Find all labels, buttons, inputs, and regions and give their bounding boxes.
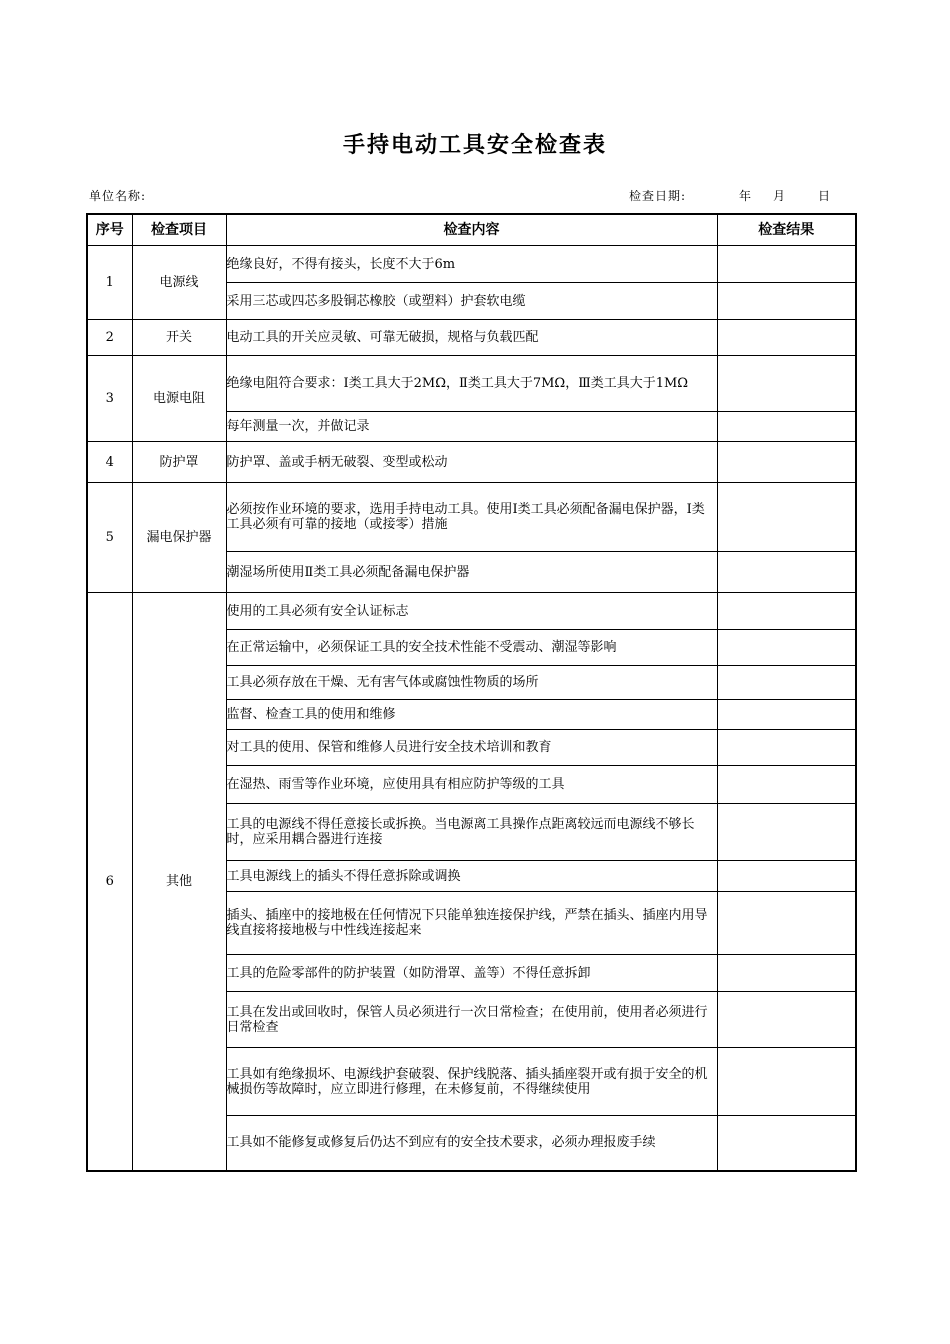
check-content: 采用三芯或四芯多股铜芯橡胶（或塑料）护套软电缆 xyxy=(226,283,717,320)
check-result-cell[interactable] xyxy=(717,892,856,955)
unit-name-label: 单位名称: xyxy=(89,189,147,203)
check-result-cell[interactable] xyxy=(717,666,856,700)
check-content: 工具必须存放在干燥、无有害气体或腐蚀性物质的场所 xyxy=(226,666,717,700)
check-item: 漏电保护器 xyxy=(132,483,226,593)
check-content: 在湿热、雨雪等作业环境，应使用具有相应防护等级的工具 xyxy=(226,766,717,804)
table-row xyxy=(87,483,856,552)
header-result: 检查结果 xyxy=(717,214,856,246)
row-number: 1 xyxy=(87,246,132,320)
inspection-table xyxy=(86,213,857,1172)
table-row xyxy=(87,442,856,483)
header-item: 检查项目 xyxy=(132,214,226,246)
check-result-cell[interactable] xyxy=(717,804,856,861)
check-result-cell[interactable] xyxy=(717,320,856,356)
check-item: 电源电阻 xyxy=(132,356,226,442)
row-number: 4 xyxy=(87,442,132,483)
inspection-date-label: 检查日期: xyxy=(629,189,687,203)
check-content: 潮湿场所使用Ⅱ类工具必须配备漏电保护器 xyxy=(226,552,717,593)
table-body xyxy=(87,246,856,1171)
table-row xyxy=(87,593,856,630)
check-result-cell[interactable] xyxy=(717,442,856,483)
check-result-cell[interactable] xyxy=(717,992,856,1048)
check-content: 在正常运输中，必须保证工具的安全技术性能不受震动、潮湿等影响 xyxy=(226,630,717,666)
table-header-row xyxy=(87,214,856,246)
row-number: 5 xyxy=(87,483,132,593)
check-content: 工具的危险零部件的防护装置（如防滑罩、盖等）不得任意拆卸 xyxy=(226,955,717,992)
check-result-cell[interactable] xyxy=(717,700,856,730)
check-content: 工具如有绝缘损坏、电源线护套破裂、保护线脱落、插头插座裂开或有损于安全的机械损伤等故障时，应立即进行修理，在未修复前，不得继续使用 xyxy=(226,1048,717,1116)
year-label: 年 xyxy=(739,189,753,203)
day-label: 日 xyxy=(818,189,832,203)
check-item: 电源线 xyxy=(132,246,226,320)
check-content: 每年测量一次，并做记录 xyxy=(226,412,717,442)
check-result-cell[interactable] xyxy=(717,1048,856,1116)
check-result-cell[interactable] xyxy=(717,861,856,892)
check-result-cell[interactable] xyxy=(717,593,856,630)
table-row xyxy=(87,246,856,283)
page-title: 手持电动工具安全检查表 xyxy=(342,132,607,158)
row-number: 6 xyxy=(87,593,132,1171)
check-content: 绝缘良好，不得有接头，长度不大于6m xyxy=(226,246,717,283)
check-result-cell[interactable] xyxy=(717,552,856,593)
check-item: 防护罩 xyxy=(132,442,226,483)
check-content: 工具电源线上的插头不得任意拆除或调换 xyxy=(226,861,717,892)
check-result-cell[interactable] xyxy=(717,356,856,412)
check-content: 监督、检查工具的使用和维修 xyxy=(226,700,717,730)
check-item: 其他 xyxy=(132,593,226,1171)
row-number: 3 xyxy=(87,356,132,442)
header-no: 序号 xyxy=(87,214,132,246)
check-content: 电动工具的开关应灵敏、可靠无破损，规格与负载匹配 xyxy=(226,320,717,356)
month-label: 月 xyxy=(773,189,787,203)
check-content: 必须按作业环境的要求，选用手持电动工具。使用Ⅰ类工具必须配备漏电保护器，Ⅰ类工具必须有可靠的接地（或接零）措施 xyxy=(226,483,717,552)
check-result-cell[interactable] xyxy=(717,1116,856,1171)
check-result-cell[interactable] xyxy=(717,412,856,442)
check-result-cell[interactable] xyxy=(717,283,856,320)
check-content: 工具的电源线不得任意接长或拆换。当电源离工具操作点距离较远而电源线不够长时，应采用耦合器进行连接 xyxy=(226,804,717,861)
header-content: 检查内容 xyxy=(226,214,717,246)
check-content: 插头、插座中的接地极在任何情况下只能单独连接保护线，严禁在插头、插座内用导线直接将接地极与中性线连接起来 xyxy=(226,892,717,955)
check-content: 工具如不能修复或修复后仍达不到应有的安全技术要求，必须办理报废手续 xyxy=(226,1116,717,1171)
check-result-cell[interactable] xyxy=(717,246,856,283)
check-result-cell[interactable] xyxy=(717,955,856,992)
check-item: 开关 xyxy=(132,320,226,356)
table-row xyxy=(87,356,856,412)
check-content: 绝缘电阻符合要求：Ⅰ类工具大于2MΩ，Ⅱ类工具大于7MΩ，Ⅲ类工具大于1MΩ xyxy=(226,356,717,412)
check-content: 工具在发出或回收时，保管人员必须进行一次日常检查；在使用前，使用者必须进行日常检查 xyxy=(226,992,717,1048)
check-result-cell[interactable] xyxy=(717,766,856,804)
check-result-cell[interactable] xyxy=(717,630,856,666)
row-number: 2 xyxy=(87,320,132,356)
check-result-cell[interactable] xyxy=(717,483,856,552)
check-content: 对工具的使用、保管和维修人员进行安全技术培训和教育 xyxy=(226,730,717,766)
check-result-cell[interactable] xyxy=(717,730,856,766)
check-content: 防护罩、盖或手柄无破裂、变型或松动 xyxy=(226,442,717,483)
table-row xyxy=(87,320,856,356)
check-content: 使用的工具必须有安全认证标志 xyxy=(226,593,717,630)
